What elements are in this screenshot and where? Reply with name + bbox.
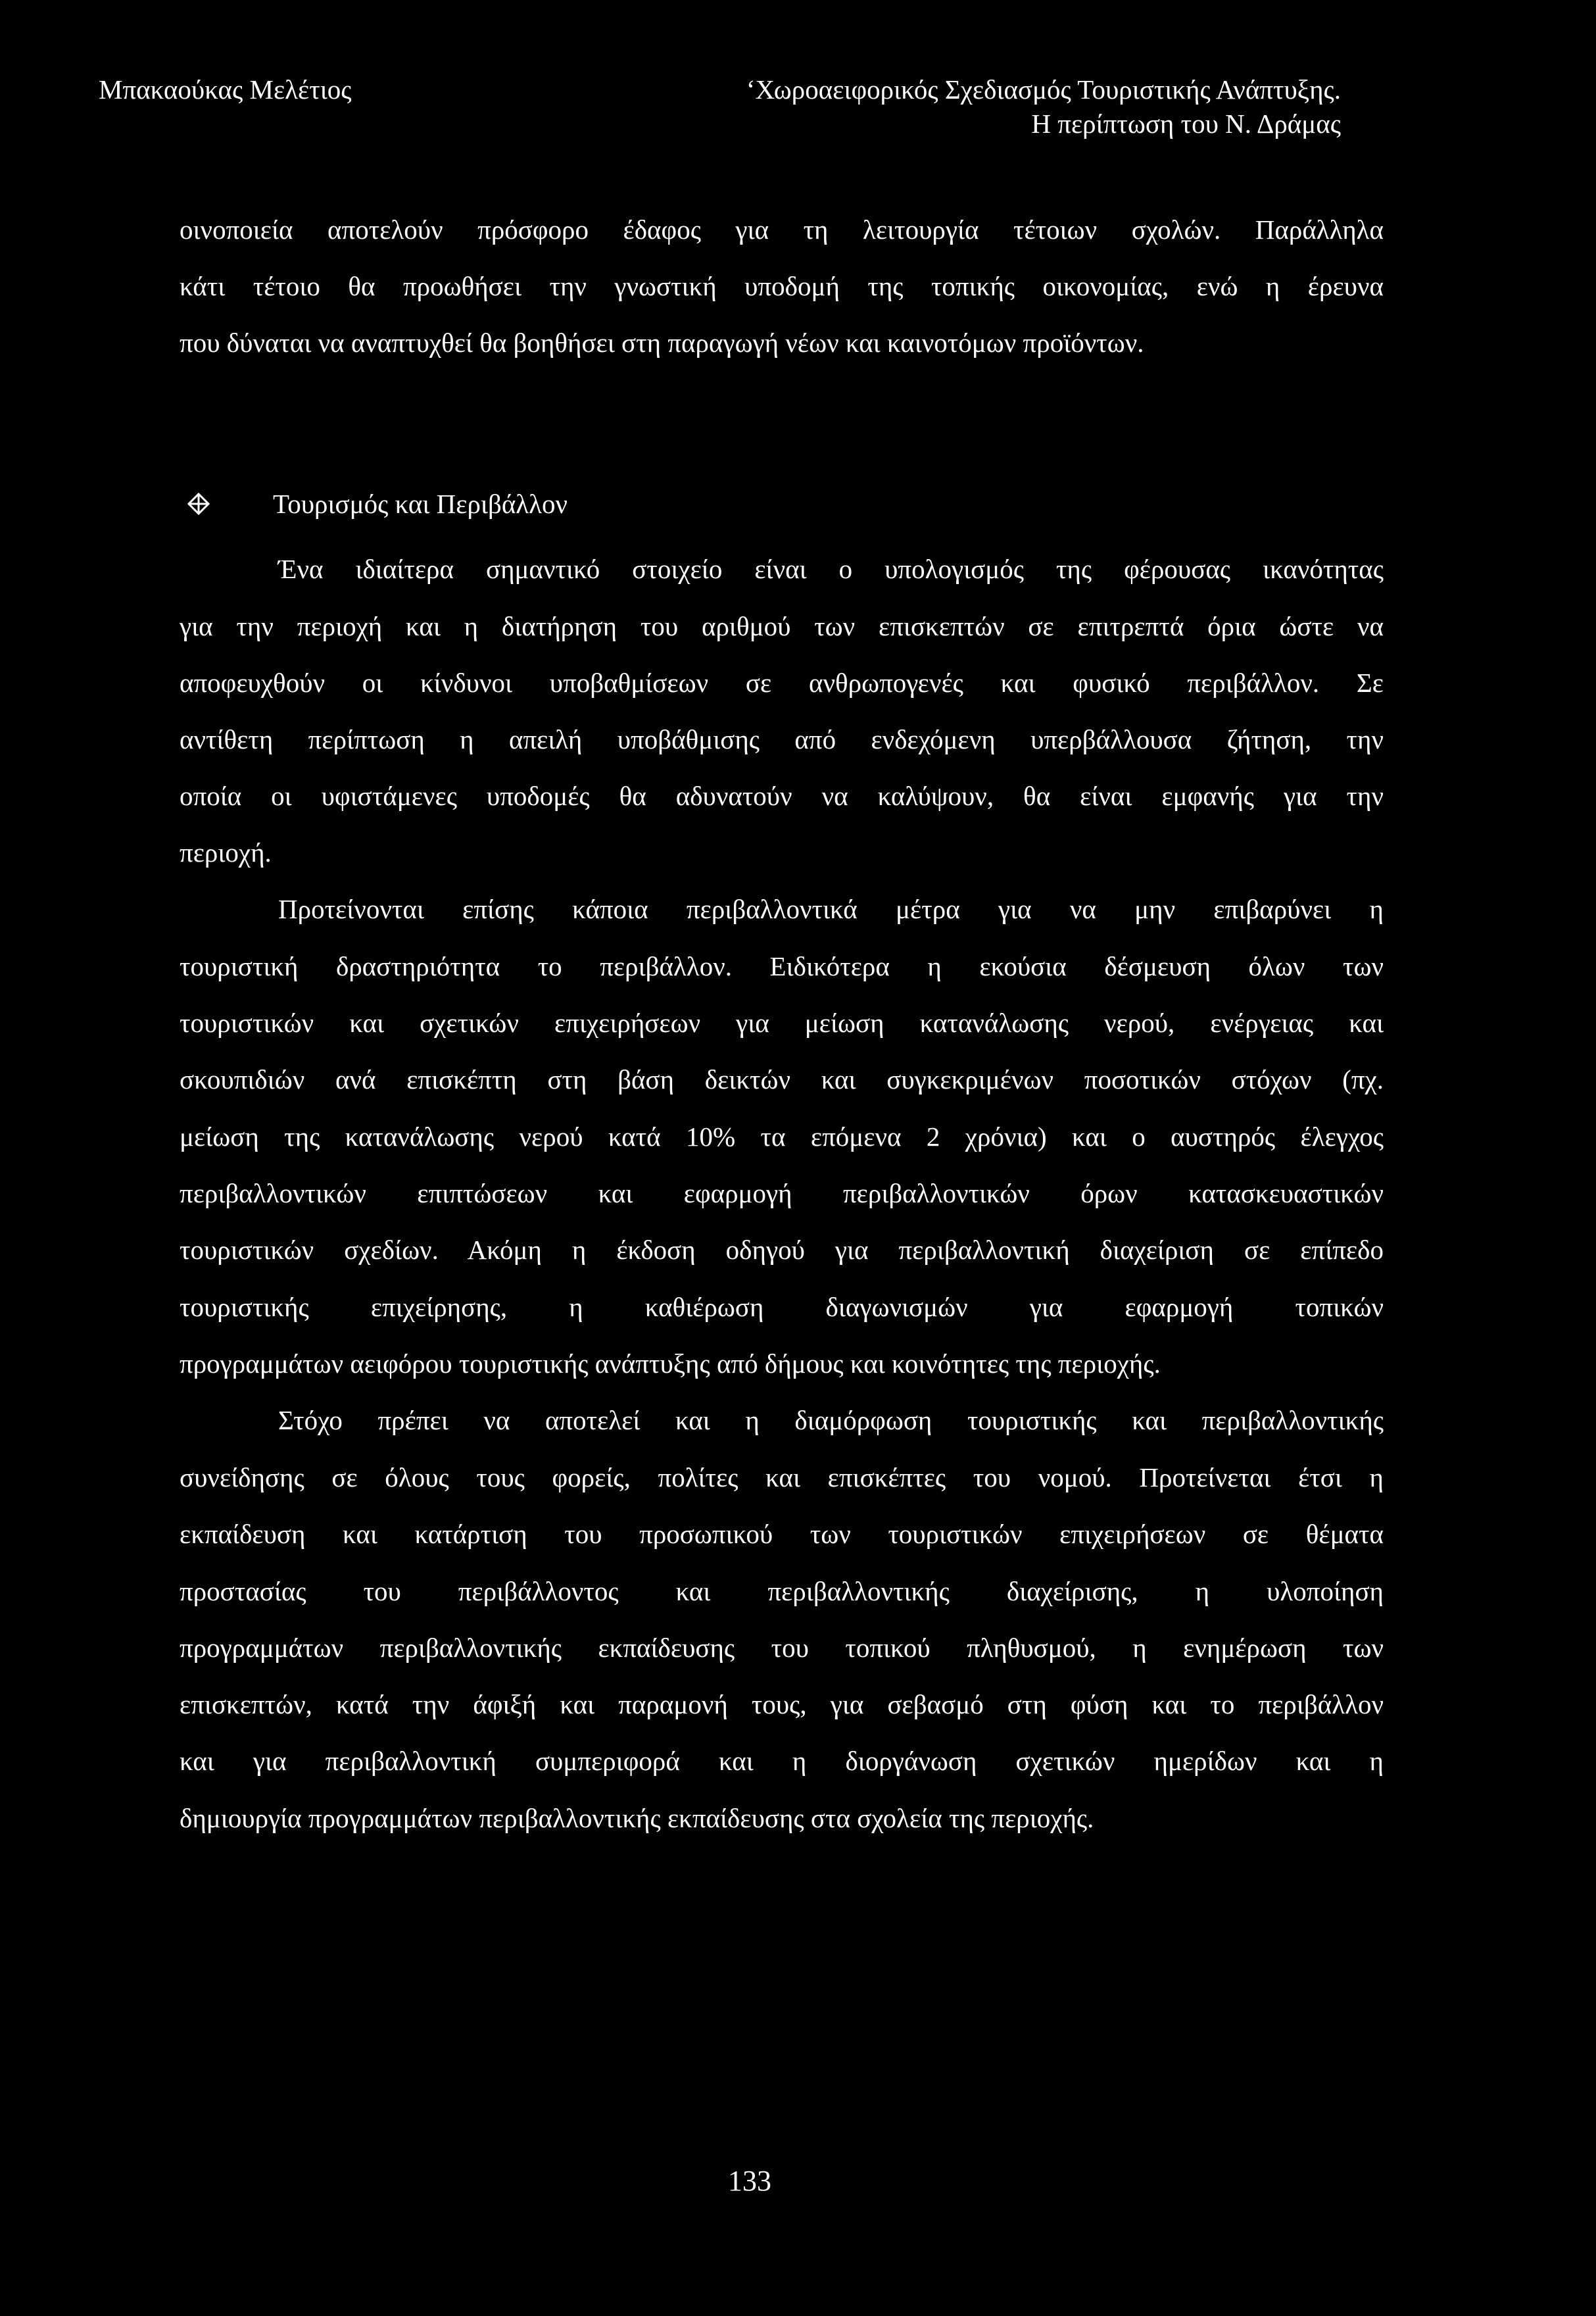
header-title-line-1: ‘Χωροαειφορικός Σχεδιασμός Τουριστικής Ανάπτυξης. xyxy=(746,74,1341,105)
paragraph-line: προγραμμάτων περιβαλλοντικής εκπαίδευσης του τοπικού πληθυσμού, η ενημέρωση των xyxy=(180,1633,1384,1663)
paragraph-line: περιβαλλοντικών επιπτώσεων και εφαρμογή περιβαλλοντικών όρων κατασκευαστικών xyxy=(180,1178,1384,1208)
paragraph-line: προστασίας του περιβάλλοντος και περιβαλλοντικής διαχείρισης, η υλοποίηση xyxy=(180,1576,1384,1606)
paragraph-line: τουριστικής επιχείρησης, η καθιέρωση διαγωνισμών για εφαρμογή τοπικών xyxy=(180,1292,1384,1322)
header-title xyxy=(746,72,1341,141)
intro-line: οινοποιεία αποτελούν πρόσφορο έδαφος για τη λειτουργία τέτοιων σχολών. Παράλληλα xyxy=(180,214,1384,245)
header-author: Μπακαούκας Μελέτιος xyxy=(99,74,352,105)
section-heading-text: Τουρισμός και Περιβάλλον xyxy=(273,489,568,519)
paragraph-line: επισκεπτών, κατά την άφιξή και παραμονή τους, για σεβασμό στη φύση και το περιβάλλον xyxy=(180,1689,1384,1719)
paragraph-line: τουριστικών σχεδίων. Ακόμη η έκδοση οδηγού για περιβαλλοντική διαχείριση σε επίπεδο xyxy=(180,1235,1384,1265)
paragraph-line: και για περιβαλλοντική συμπεριφορά και η διοργάνωση σχετικών ημερίδων και η xyxy=(180,1746,1384,1776)
paragraph-line: Προτείνονται επίσης κάποια περιβαλλοντικά μέτρα για να μην επιβαρύνει η xyxy=(278,894,1384,924)
paragraph-line: για την περιοχή και η διατήρηση του αριθμού των επισκεπτών σε επιτρεπτά όρια ώστε να xyxy=(180,611,1384,641)
paragraph-line: Στόχο πρέπει να αποτελεί και η διαμόρφωση τουριστικής και περιβαλλοντικής xyxy=(278,1405,1384,1435)
paragraph-line: δημιουργία προγραμμάτων περιβαλλοντικής εκπαίδευσης στα σχολεία της περιοχής. xyxy=(180,1803,1094,1833)
paragraph-line: οποία οι υφιστάμενες υποδομές θα αδυνατούν να καλύψουν, θα είναι εμφανής για την xyxy=(180,781,1384,811)
paragraph-line: αντίθετη περίπτωση η απειλή υποβάθμισης από ενδεχόμενη υπερβάλλουσα ζήτηση, την xyxy=(180,724,1384,754)
paragraph-line: συνείδησης σε όλους τους φορείς, πολίτες και επισκέπτες του νομού. Προτείνεται έτσι η xyxy=(180,1462,1384,1492)
intro-line: που δύναται να αναπτυχθεί θα βοηθήσει στη παραγωγή νέων και καινοτόμων προϊόντων. xyxy=(180,328,1144,358)
paragraph-line: σκουπιδιών ανά επισκέπτη στη βάση δεικτών και συγκεκριμένων ποσοτικών στόχων (πχ. xyxy=(180,1064,1384,1095)
paragraph-line: εκπαίδευση και κατάρτιση του προσωπικού των τουριστικών επιχειρήσεων σε θέματα xyxy=(180,1519,1384,1549)
paragraph-line: προγραμμάτων αειφόρου τουριστικής ανάπτυξης από δήμους και κοινότητες της περιοχής. xyxy=(180,1348,1161,1379)
paragraph-line: περιοχή. xyxy=(180,837,272,868)
section-heading xyxy=(187,487,568,521)
paragraph-line: αποφευχθούν οι κίνδυνοι υποβαθμίσεων σε ανθρωπογενές και φυσικό περιβάλλον. Σε xyxy=(180,668,1384,698)
intro-line: κάτι τέτοιο θα προωθήσει την γνωστική υποδομή της τοπικής οικονομίας, ενώ η έρευνα xyxy=(180,271,1384,301)
header-title-line-2: Η περίπτωση του Ν. Δράμας xyxy=(1031,109,1341,139)
paragraph-line: μείωση της κατανάλωσης νερού κατά 10% τα επόμενα 2 χρόνια) και ο αυστηρός έλεγχος xyxy=(180,1121,1384,1152)
bullet-diamond-icon xyxy=(187,493,210,515)
paragraph-line: τουριστικών και σχετικών επιχειρήσεων για μείωση κατανάλωσης νερού, ενέργειας και xyxy=(180,1008,1384,1038)
paragraph-line: Ένα ιδιαίτερα σημαντικό στοιχείο είναι ο υπολογισμός της φέρουσας ικανότητας xyxy=(278,554,1384,584)
paragraph-line: τουριστική δραστηριότητα το περιβάλλον. Ειδικότερα η εκούσια δέσμευση όλων των xyxy=(180,951,1384,981)
page-number: 133 xyxy=(728,2165,771,2197)
